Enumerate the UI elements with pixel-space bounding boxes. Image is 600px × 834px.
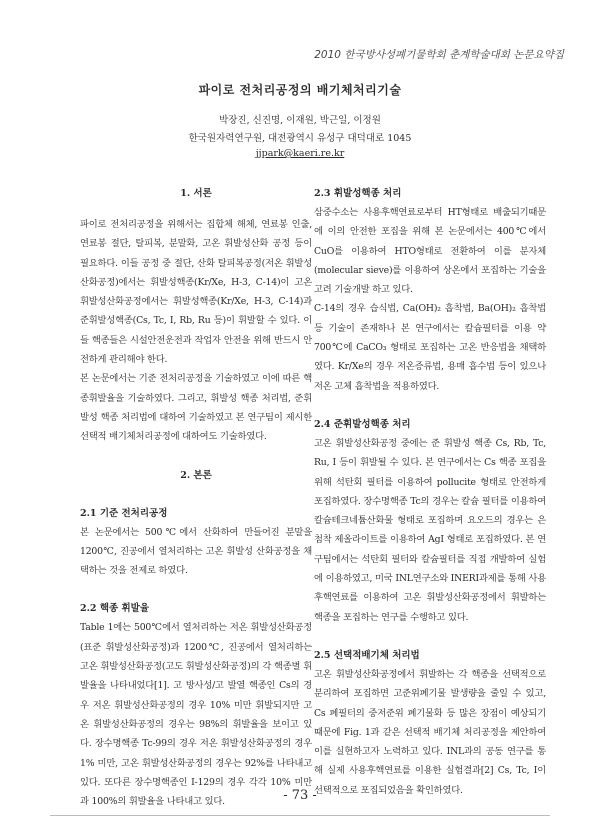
right-column	[314, 184, 546, 800]
subsection-2-3-heading: 2.3 휘발성핵종 처리	[314, 188, 402, 199]
subsection-2-5-paragraph: 고온 휘발성산화공정에서 휘발하는 각 핵종을 선택적으로 분리하여 포집하면 고준위폐기물 발생량을 줄일 수 있고, Cs 폐필터의 중저준위 폐기물화 등 많은 장점이 예상되기 때문에 Fig. 1과 같은 선택적 배기체 처리공정을 제안하여 이를 실현하고자 노력하고 있다. INL과의 공동 연구를 통해 실제 사용후핵연료를 이용한 실험결과[2] Cs, Tc, I이 선택적으로 포집되었음을 확인하였다.	[314, 668, 546, 796]
footer-rule	[50, 815, 550, 816]
subsection-2-5-heading: 2.5 선택적배기체 처리법	[314, 649, 420, 661]
subsection-2-3-paragraph-2: C-14의 경우 습식법, Ca(OH)₂ 흡착법, Ba(OH)₂ 흡착법 등 기술이 존재하나 본 연구에서는 칼슘필터를 이용 약 700℃에 CaCO₃ 형태로 포집하는 고온 반응법을 채택하였다. Kr/Xe의 경우 저온증류법, 용매 흡수법 등이 있으나 저온 고체 흡착법을 적용하였다.	[314, 303, 546, 392]
conference-header: 2010 한국방사성폐기물학회 춘계학술대회 논문요약집	[314, 49, 564, 61]
section-introduction-heading: 1. 서론	[180, 188, 212, 199]
paper-authors: 박장진, 신진명, 이재원, 박근일, 이정원	[219, 115, 381, 126]
paper-title: 파이로 전처리공정의 배기체처리기술	[198, 83, 402, 97]
subsection-2-3-paragraph-1: 삼중수소는 사용후핵연료로부터 HT형태로 배출되기때문에 이의 안전한 포집을 위해 본 논문에서는 400℃에서 CuO를 이용하여 HTO형태로 전환하여 이를 분자체(molecular sieve)를 이용하여 상온에서 포집하는 기술을 고려 기술개발 하고 있다.	[314, 207, 546, 296]
subsection-2-4-paragraph: 고온 휘발성산화공정 중에는 준 휘발성 핵종 Cs, Rb, Tc, Ru, I 등이 휘발될 수 있다. 본 연구에서는 Cs 핵종 포집을 위해 석탄회 필터를 이용하여 pollucite 형태로 안전하게 포집하였다. 장수명핵종 Tc의 경우는 칼슘 필터를 이용하여 칼슘테크네튬산화물 형태로 포집하며 요오드의 경우는 은첨착 제올라이트를 이용하여 AgI 형태로 포집하였다. 본 연구팀에서는 석탄회 필터와 칼슘필터를 직접 개발하여 실험에 이용하였고, 미국 INL연구소와 INERI과제를 통해 사용후핵연료를 이용하여 고온 휘발성산화공정에서 휘발하는 핵종을 포집하는 연구를 수행하고 있다.	[314, 437, 546, 623]
subsection-2-1-heading: 2.1 기준 전처리공정	[80, 507, 168, 519]
subsection-2-2-heading: 2.2 핵종 휘발율	[80, 603, 150, 615]
introduction-paragraph-1: 파이로 전처리공정을 위해서는 집합체 해체, 연료봉 인출, 연료봉 절단, 탈피복, 분말화, 고온 휘발성산화 공정 등이 필요하다. 이들 공정 중 절단, 산화 탈피복공정(저온 휘발성산화공정)에서는 휘발성핵종(Kr/Xe, H-3, C-14)이 고온 휘발성산화공정에서는 휘발성핵종(Kr/Xe, H-3, C-14)과 준휘발성핵종(Cs, Tc, I, Rb, Ru 등)이 휘발할 수 있다. 이들 핵종들은 시설안전운전과 작업자 안전을 위해 반드시 안전하게 관리해야 한다.	[80, 219, 312, 366]
author-email: jjpark@kaeri.re.kr	[255, 148, 345, 159]
subsection-2-1-paragraph: 본 논문에서는 500℃에서 산화하여 만들어진 분말을 1200℃, 진공에서 열처리하는 고온 휘발성 산화공정을 채택하는 것을 전제로 하였다.	[80, 526, 312, 577]
introduction-paragraph-2: 본 논문에서는 기준 전처리공정을 기술하였고 이에 따른 핵종휘발율을 기술하였다. 그리고, 휘발성 핵종 처리법, 준휘발성 핵종 처리법에 대하여 기술하였고 본 연구팀이 제시한 선택적 배기체처리공정에 대하여도 기술하였다.	[80, 373, 312, 443]
page-number: - 73 -	[283, 788, 317, 803]
subsection-2-2-paragraph: Table 1에는 500℃에서 열처리하는 저온 휘발성산화공정(표준 휘발성산화공정)과 1200℃, 진공에서 열처리하는 고온 휘발성산화공정(고도 휘발성산화공정)의 각 핵종별 휘발율을 나타내었다[1]. 고 방사성/고 발열 핵종인 Cs의 경우 저온 휘발성산화공정의 경우 10% 미만 휘발되지만 고온 휘발성산화공정의 경우는 98%의 휘발율을 보이고 있다. 장수명핵종 Tc-99의 경우 저온 휘발성산화공정의 경우 1% 미만, 고온 휘발성산화공정의 경우는 92%를 나타내고 있다. 또다른 장수명핵종인 I-129의 경우 각각 10% 미만과 100%의 휘발율을 나타내고 있다.	[80, 622, 312, 808]
section-body-heading: 2. 본론	[180, 469, 212, 481]
left-column	[80, 184, 312, 811]
subsection-2-4-heading: 2.4 준휘발성핵종 처리	[314, 418, 411, 430]
paper-affiliation: 한국원자력연구원, 대전광역시 유성구 대덕대로 1045	[188, 133, 412, 144]
